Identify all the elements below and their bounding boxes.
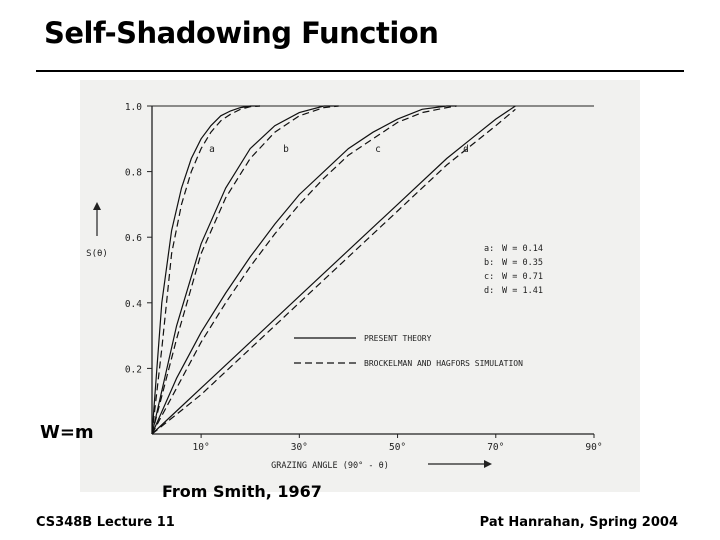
chart-axes: [152, 106, 594, 434]
param-value-a: W = 0.14: [502, 244, 543, 254]
footer-course: CS348B Lecture 11: [36, 515, 175, 530]
x-tick-label: 50°: [388, 442, 407, 453]
legend-label-dashed: BROCKELMAN AND HAGFORS SIMULATION: [364, 359, 523, 368]
legend-label-solid: PRESENT THEORY: [364, 334, 432, 343]
param-value-d: W = 1.41: [502, 286, 543, 296]
y-tick-label: 0.4: [124, 298, 142, 310]
y-axis-label: S(θ): [86, 249, 108, 259]
y-tick-label: 1.0: [124, 102, 142, 113]
param-key-b: b:: [484, 258, 495, 268]
param-value-c: W = 0.71: [502, 272, 543, 282]
curve-a-dashed: [152, 106, 260, 434]
chart-curves: [152, 106, 515, 434]
y-tick-label: 0.8: [124, 167, 142, 179]
param-key-c: c:: [484, 272, 495, 282]
curve-b-solid: [152, 106, 339, 434]
slide-title: Self-Shadowing Function: [44, 16, 439, 50]
figure-source: From Smith, 1967: [162, 482, 322, 501]
param-key-d: d:: [484, 286, 495, 296]
curve-d-dashed: [152, 109, 515, 434]
curve-c-solid: [152, 106, 457, 434]
curve-a-solid: [152, 106, 260, 434]
curve-label-a: a: [209, 144, 215, 155]
param-value-b: W = 0.35: [502, 258, 543, 268]
w-annotation: W=m: [40, 422, 94, 443]
x-tick-label: 30°: [290, 442, 308, 453]
y-tick-label: 0.2: [124, 364, 142, 376]
footer-author: Pat Hanrahan, Spring 2004: [479, 515, 678, 530]
y-tick-label: 0.6: [124, 233, 142, 245]
curve-label-c: c: [375, 144, 381, 155]
curve-b-dashed: [152, 106, 339, 434]
x-tick-label: 90°: [585, 442, 603, 453]
curve-label-b: b: [283, 144, 289, 155]
x-tick-label: 70°: [487, 442, 505, 453]
param-key-a: a:: [484, 244, 495, 254]
x-tick-label: 10°: [192, 442, 210, 453]
y-axis-arrow-head: [93, 202, 101, 210]
x-axis-arrow-head: [484, 460, 492, 468]
curve-label-d: d: [463, 144, 469, 155]
curve-c-dashed: [152, 106, 457, 434]
x-axis-label: GRAZING ANGLE (90° - θ): [271, 461, 389, 471]
